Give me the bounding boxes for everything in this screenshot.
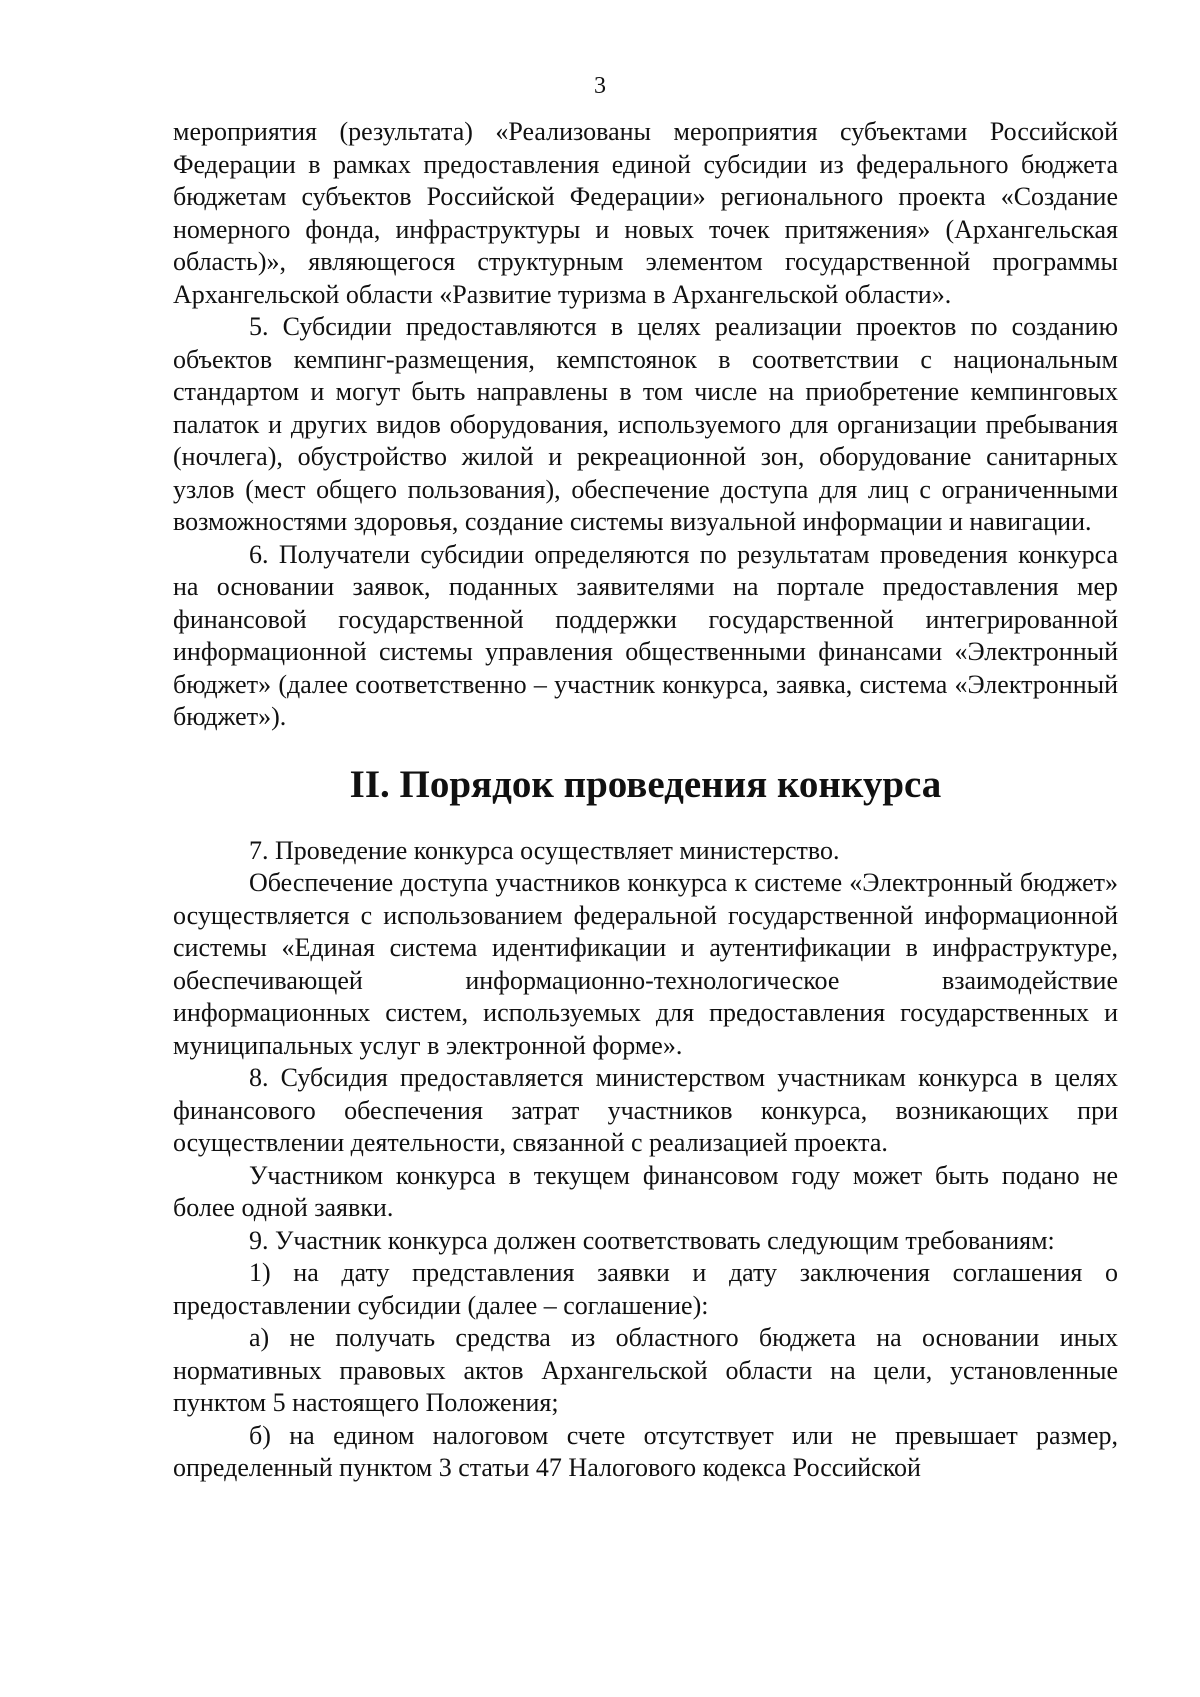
paragraph-item-6: 6. Получатели субсидии определяются по результатам проведения конкурса на основании заявок, поданных заявителями на портале предоставления мер финансовой государственной поддержки государственной интегрированной информационной системы управления общественными финансами «Электронный бюджет» (далее соответственно – участник конкурса, заявка, система «Электронный бюджет»). <box>173 539 1118 731</box>
paragraph-access-electronic-budget: Обеспечение доступа участников конкурса к системе «Электронный бюджет» осуществляется с использованием федеральной государственной информационной системы «Единая система идентификации и аутентификации в инфраструктуре, обеспечивающей информационно-технологическое взаимодействие информационных систем, используемых для предоставления государственных и муниципальных услуг в электронной форме». <box>173 868 1118 1060</box>
paragraph-item-7: 7. Проведение конкурса осуществляет министерство. <box>249 835 840 865</box>
paragraph-subitem-a: а) не получать средства из областного бюджета на основании иных нормативных правовых актов Архангельской области на цели, установленные пунктом 5 настоящего Положения; <box>173 1323 1118 1417</box>
paragraph-one-application-limit: Участником конкурса в текущем финансовом году может быть подано не более одной заявки. <box>173 1160 1118 1222</box>
page-number: 3 <box>594 73 606 99</box>
paragraph-subitem-b: б) на едином налоговом счете отсутствует или не превышает размер, определенный пунктом 3 статьи 47 Налогового кодекса Российской <box>173 1420 1118 1482</box>
paragraph-item-8: 8. Субсидия предоставляется министерством участникам конкурса в целях финансового обеспечения затрат участников конкурса, возникающих при осуществлении деятельности, связанной с реализацией проекта. <box>173 1063 1118 1157</box>
paragraph-result-continuation: мероприятия (результата) «Реализованы мероприятия субъектами Российской Федерации в рамках предоставления единой субсидии из федерального бюджета бюджетам субъектов Российской Федерации» регионального проекта «Создание номерного фонда, инфраструктуры и новых точек притяжения» (Архангельская область)», являющегося структурным элементом государственной программы Архангельской области «Развитие туризма в Архангельской области». <box>173 117 1118 309</box>
section-heading: II. Порядок проведения конкурса <box>349 762 942 806</box>
document-body <box>173 116 1118 1485</box>
paragraph-item-9: 9. Участник конкурса должен соответствовать следующим требованиям: <box>249 1225 1055 1255</box>
paragraph-subitem-1: 1) на дату представления заявки и дату заключения соглашения о предоставлении субсидии (далее – соглашение): <box>173 1258 1118 1320</box>
paragraph-item-5: 5. Субсидии предоставляются в целях реализации проектов по созданию объектов кемпинг-размещения, кемпстоянок в соответствии с национальным стандартом и могут быть направлены в том числе на приобретение кемпинговых палаток и других видов оборудования, используемого для организации пребывания (ночлега), обустройство жилой и рекреационной зон, оборудование санитарных узлов (мест общего пользования), обеспечение доступа для лиц с ограниченными возможностями здоровья, создание системы визуальной информации и навигации. <box>173 312 1118 536</box>
